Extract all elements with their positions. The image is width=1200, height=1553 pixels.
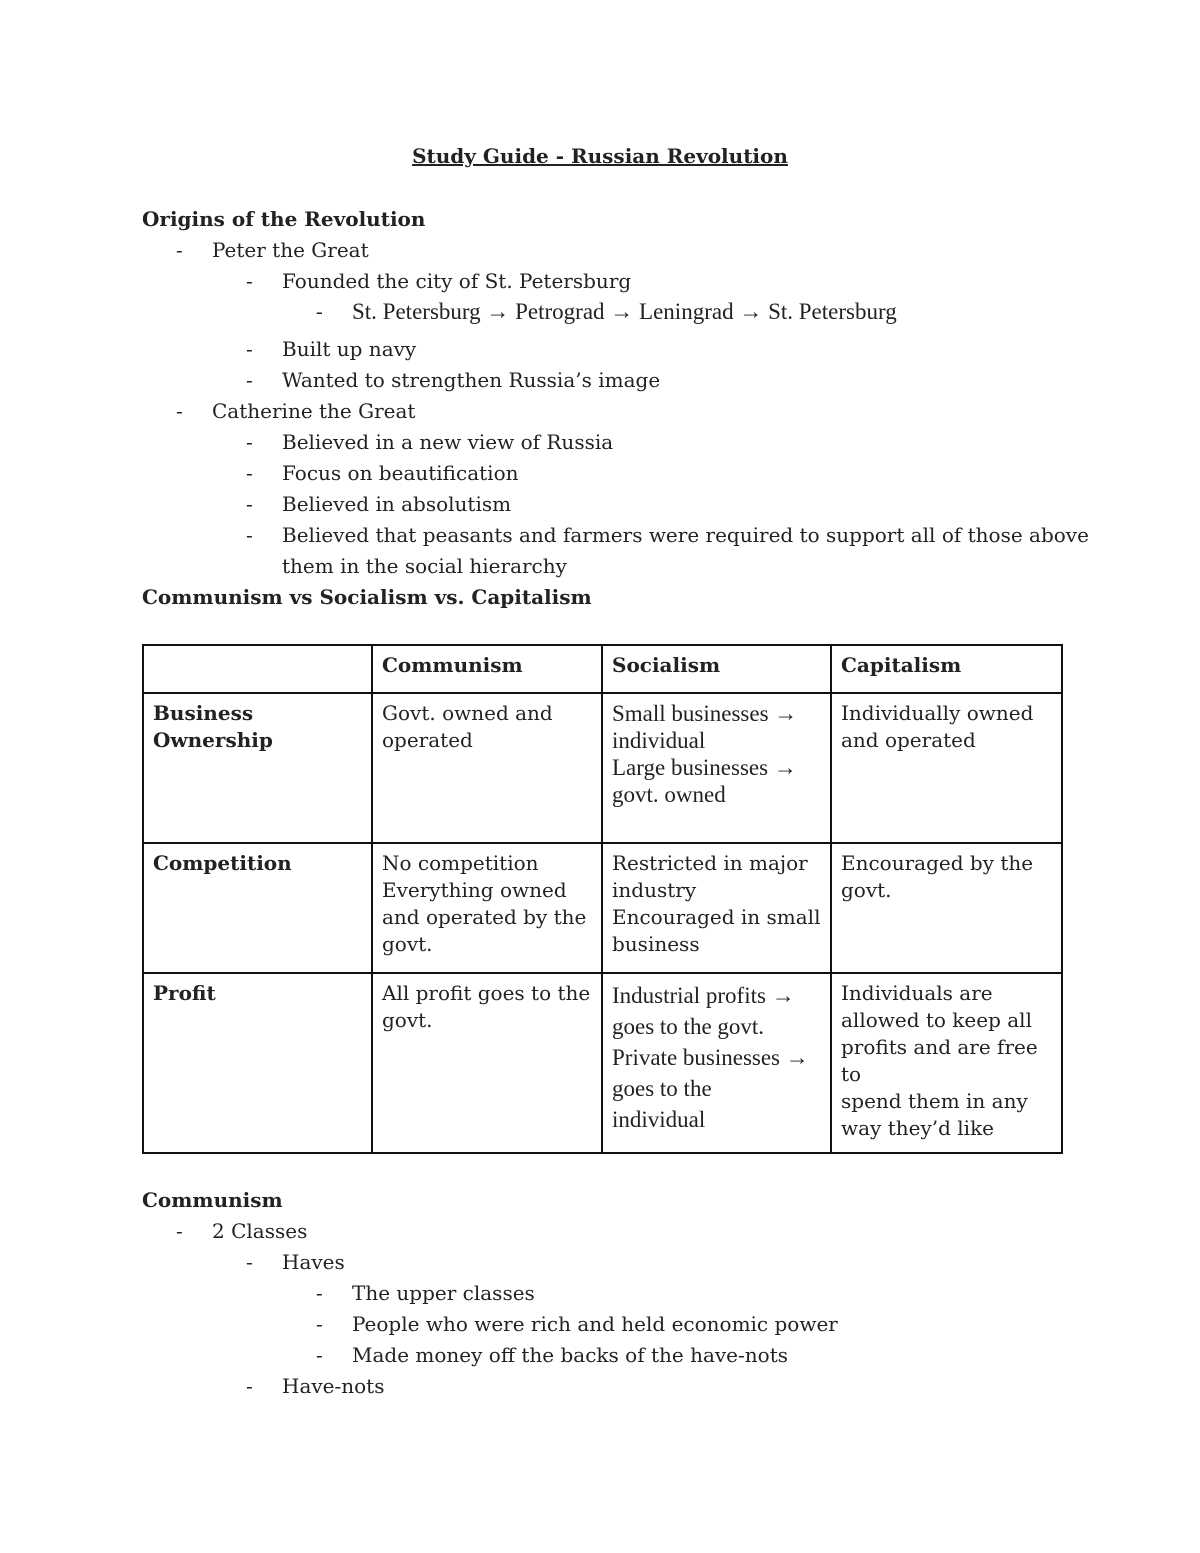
cell-line: Individually owned <box>841 701 1034 725</box>
table-cell <box>831 973 1062 1153</box>
cell-line: industry <box>612 878 697 902</box>
cell-line: goes to the govt. <box>612 1014 765 1039</box>
table-cell <box>602 973 831 1153</box>
cell-line: individual <box>612 1107 706 1132</box>
cell-line: business <box>612 932 700 956</box>
bullet-dash: - <box>316 1312 323 1336</box>
cell-line: and operated <box>841 728 976 752</box>
cell-line: Restricted in major <box>612 851 808 875</box>
cell-line: Everything owned <box>382 878 567 902</box>
cell-line: No competition <box>382 851 539 875</box>
strengthen-image: Wanted to strengthen Russia’s image <box>282 368 661 392</box>
cell-line: Large businesses → <box>612 755 797 780</box>
rich-people: People who were rich and held economic power <box>352 1312 838 1336</box>
city-name-history: St. Petersburg → Petrograd → Leningrad → St. Petersburg <box>352 299 897 324</box>
table-cell <box>372 843 602 973</box>
cell-line: and operated by the <box>382 905 587 929</box>
bullet-dash: - <box>246 337 253 361</box>
cell-line: govt. owned <box>612 782 726 807</box>
table-row <box>143 693 1062 843</box>
cell-line: allowed to keep all <box>841 1008 1032 1032</box>
bullet-dash: - <box>246 1374 253 1398</box>
table-header-cell: Socialism <box>602 645 831 693</box>
table-row <box>143 843 1062 973</box>
communism-heading: Communism <box>142 1188 283 1212</box>
cell-line: goes to the <box>612 1076 712 1101</box>
comparison-table <box>142 644 1063 1154</box>
have-nots: Have-nots <box>282 1374 385 1398</box>
bullet-dash: - <box>246 368 253 392</box>
row-label: Competition <box>143 843 372 973</box>
built-navy: Built up navy <box>282 337 417 361</box>
cell-line: Private businesses → <box>612 1045 809 1070</box>
table-header-cell: Communism <box>372 645 602 693</box>
bullet-dash: - <box>246 492 253 516</box>
cell-line: Industrial profits → <box>612 983 795 1008</box>
page-title: Study Guide - Russian Revolution <box>412 144 788 168</box>
cell-line: Govt. owned and <box>382 701 553 725</box>
upper-classes: The upper classes <box>352 1281 535 1305</box>
table-cell <box>372 693 602 843</box>
table-row <box>143 973 1062 1153</box>
new-view: Believed in a new view of Russia <box>282 430 614 454</box>
cell-line: operated <box>382 728 473 752</box>
table-cell <box>602 693 831 843</box>
bullet-dash: - <box>246 523 253 547</box>
peasants-line-2: them in the social hierarchy <box>282 554 567 578</box>
table-header-cell: Capitalism <box>831 645 1062 693</box>
origins-heading: Origins of the Revolution <box>142 207 426 231</box>
cell-line: govt. <box>382 1008 433 1032</box>
beautification: Focus on beautification <box>282 461 519 485</box>
row-label: Profit <box>143 973 372 1153</box>
table-cell <box>602 843 831 973</box>
cell-line: Small businesses → <box>612 701 798 726</box>
cell-line: spend them in any <box>841 1089 1028 1113</box>
two-classes: 2 Classes <box>212 1219 308 1243</box>
cell-line: All profit goes to the <box>382 981 591 1005</box>
comparison-heading: Communism vs Socialism vs. Capitalism <box>142 585 592 609</box>
bullet-dash: - <box>316 1281 323 1305</box>
bullet-dash: - <box>246 1250 253 1274</box>
bullet-dash: - <box>316 1343 323 1367</box>
bullet-dash: - <box>176 1219 183 1243</box>
made-money: Made money off the backs of the have-nots <box>352 1343 788 1367</box>
table-header-row <box>143 645 1062 693</box>
cell-line: individual <box>612 728 706 753</box>
absolutism: Believed in absolutism <box>282 492 512 516</box>
founded-st-petersburg: Founded the city of St. Petersburg <box>282 269 632 293</box>
bullet-dash: - <box>246 461 253 485</box>
cell-line: Individuals are <box>841 981 993 1005</box>
catherine-the-great: Catherine the Great <box>212 399 416 423</box>
cell-line: Encouraged by the <box>841 851 1034 875</box>
bullet-dash: - <box>316 301 323 323</box>
haves: Haves <box>282 1250 345 1274</box>
bullet-dash: - <box>246 430 253 454</box>
cell-line: Encouraged in small <box>612 905 821 929</box>
table-cell <box>831 843 1062 973</box>
cell-line: way they’d like <box>841 1116 995 1140</box>
cell-line: govt. <box>841 878 892 902</box>
cell-line: govt. <box>382 932 433 956</box>
peter-the-great: Peter the Great <box>212 238 369 262</box>
table-cell <box>372 973 602 1153</box>
cell-line: profits and are free to <box>841 1035 1038 1086</box>
table-header-cell <box>143 645 372 693</box>
row-label: Business Ownership <box>143 693 372 843</box>
peasants-line-1: Believed that peasants and farmers were required to support all of those above <box>282 523 1089 547</box>
bullet-dash: - <box>176 399 183 423</box>
table-cell <box>831 693 1062 843</box>
bullet-dash: - <box>176 238 183 262</box>
bullet-dash: - <box>246 269 253 293</box>
